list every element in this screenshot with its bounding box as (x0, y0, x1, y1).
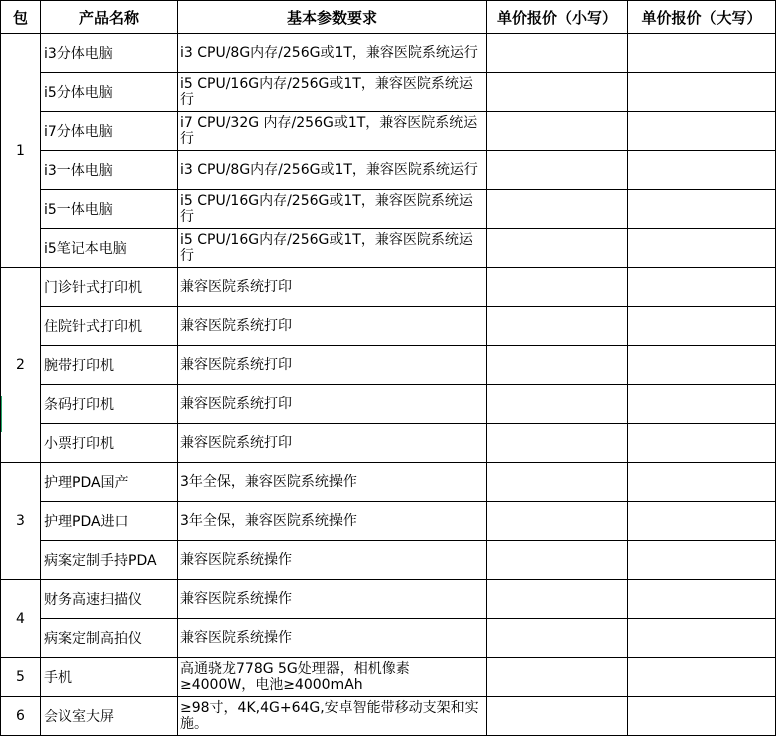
header-price-small[interactable]: 单价报价（小写） (487, 1, 628, 34)
param-cell[interactable]: i3 CPU/8G内存/256G或1T，兼容医院系统运行 (178, 34, 487, 73)
table-row (1, 463, 776, 502)
param-cell[interactable]: 兼容医院系统操作 (178, 619, 487, 658)
table-row (1, 658, 776, 697)
price-big-cell[interactable] (628, 34, 776, 73)
table-row (1, 697, 776, 736)
param-cell[interactable]: i5 CPU/16G内存/256G或1T，兼容医院系统运行 (178, 190, 487, 229)
param-cell[interactable]: ≥98寸，4K,4G+64G,安卓智能带移动支架和实施。 (178, 697, 487, 736)
price-big-cell[interactable] (628, 73, 776, 112)
table-row (1, 424, 776, 463)
price-small-cell[interactable] (487, 112, 628, 151)
price-small-cell[interactable] (487, 580, 628, 619)
header-row (1, 1, 776, 34)
table-row (1, 112, 776, 151)
price-big-cell[interactable] (628, 112, 776, 151)
price-small-cell[interactable] (487, 619, 628, 658)
price-small-cell[interactable] (487, 268, 628, 307)
price-small-cell[interactable] (487, 151, 628, 190)
product-name-cell[interactable]: 护理PDA国产 (41, 463, 178, 502)
param-cell[interactable]: 兼容医院系统打印 (178, 346, 487, 385)
price-small-cell[interactable] (487, 73, 628, 112)
table-row (1, 190, 776, 229)
param-cell[interactable]: i5 CPU/16G内存/256G或1T，兼容医院系统运行 (178, 73, 487, 112)
product-name-cell[interactable]: i7分体电脑 (41, 112, 178, 151)
product-name-cell[interactable]: i5笔记本电脑 (41, 229, 178, 268)
header-param[interactable]: 基本参数要求 (178, 1, 487, 34)
price-big-cell[interactable] (628, 307, 776, 346)
product-name-cell[interactable]: i5一体电脑 (41, 190, 178, 229)
header-price-big[interactable]: 单价报价（大写） (628, 1, 776, 34)
price-big-cell[interactable] (628, 619, 776, 658)
param-cell[interactable]: 兼容医院系统打印 (178, 307, 487, 346)
param-cell[interactable]: 兼容医院系统打印 (178, 268, 487, 307)
table-row (1, 502, 776, 541)
table-row (1, 580, 776, 619)
param-cell[interactable]: 兼容医院系统打印 (178, 424, 487, 463)
price-big-cell[interactable] (628, 502, 776, 541)
price-small-cell[interactable] (487, 424, 628, 463)
table-row (1, 73, 776, 112)
param-cell[interactable]: 兼容医院系统操作 (178, 541, 487, 580)
price-small-cell[interactable] (487, 190, 628, 229)
product-name-cell[interactable]: 腕带打印机 (41, 346, 178, 385)
price-small-cell[interactable] (487, 34, 628, 73)
price-small-cell[interactable] (487, 541, 628, 580)
package-cell[interactable]: 1 (1, 34, 41, 268)
product-name-cell[interactable]: 护理PDA进口 (41, 502, 178, 541)
product-name-cell[interactable]: 条码打印机 (41, 385, 178, 424)
price-big-cell[interactable] (628, 424, 776, 463)
product-name-cell[interactable]: i3分体电脑 (41, 34, 178, 73)
product-name-cell[interactable]: 手机 (41, 658, 178, 697)
table-row (1, 229, 776, 268)
price-small-cell[interactable] (487, 385, 628, 424)
table-row (1, 268, 776, 307)
package-cell[interactable]: 3 (1, 463, 41, 580)
product-name-cell[interactable]: 小票打印机 (41, 424, 178, 463)
product-name-cell[interactable]: 门诊针式打印机 (41, 268, 178, 307)
table-row (1, 346, 776, 385)
product-name-cell[interactable]: 会议室大屏 (41, 697, 178, 736)
price-small-cell[interactable] (487, 697, 628, 736)
product-name-cell[interactable]: 财务高速扫描仪 (41, 580, 178, 619)
price-big-cell[interactable] (628, 541, 776, 580)
price-big-cell[interactable] (628, 580, 776, 619)
price-big-cell[interactable] (628, 229, 776, 268)
price-big-cell[interactable] (628, 346, 776, 385)
header-bao[interactable]: 包 (1, 1, 41, 34)
price-small-cell[interactable] (487, 307, 628, 346)
table-row (1, 541, 776, 580)
product-name-cell[interactable]: 病案定制手持PDA (41, 541, 178, 580)
table-row (1, 619, 776, 658)
package-cell[interactable]: 2 (1, 268, 41, 463)
package-cell[interactable]: 6 (1, 697, 41, 736)
price-big-cell[interactable] (628, 268, 776, 307)
param-cell[interactable]: i3 CPU/8G内存/256G或1T，兼容医院系统运行 (178, 151, 487, 190)
product-name-cell[interactable]: 住院针式打印机 (41, 307, 178, 346)
price-small-cell[interactable] (487, 346, 628, 385)
package-cell[interactable]: 5 (1, 658, 41, 697)
param-cell[interactable]: i5 CPU/16G内存/256G或1T，兼容医院系统运行 (178, 229, 487, 268)
price-small-cell[interactable] (487, 463, 628, 502)
header-name[interactable]: 产品名称 (41, 1, 178, 34)
price-big-cell[interactable] (628, 697, 776, 736)
product-name-cell[interactable]: i3一体电脑 (41, 151, 178, 190)
param-cell[interactable]: 兼容医院系统操作 (178, 580, 487, 619)
product-name-cell[interactable]: i5分体电脑 (41, 73, 178, 112)
price-small-cell[interactable] (487, 658, 628, 697)
package-cell[interactable]: 4 (1, 580, 41, 658)
param-cell[interactable]: 3年全保，兼容医院系统操作 (178, 502, 487, 541)
table-row (1, 385, 776, 424)
price-small-cell[interactable] (487, 229, 628, 268)
table-row (1, 34, 776, 73)
price-big-cell[interactable] (628, 151, 776, 190)
param-cell[interactable]: 高通骁龙778G 5G处理器，相机像素≥4000W，电池≥4000mAh (178, 658, 487, 697)
price-big-cell[interactable] (628, 658, 776, 697)
price-small-cell[interactable] (487, 502, 628, 541)
param-cell[interactable]: i7 CPU/32G 内存/256G或1T，兼容医院系统运行 (178, 112, 487, 151)
param-cell[interactable]: 3年全保，兼容医院系统操作 (178, 463, 487, 502)
price-big-cell[interactable] (628, 463, 776, 502)
price-big-cell[interactable] (628, 385, 776, 424)
product-name-cell[interactable]: 病案定制高拍仪 (41, 619, 178, 658)
table-row (1, 307, 776, 346)
price-big-cell[interactable] (628, 190, 776, 229)
param-cell[interactable]: 兼容医院系统打印 (178, 385, 487, 424)
table-row (1, 151, 776, 190)
